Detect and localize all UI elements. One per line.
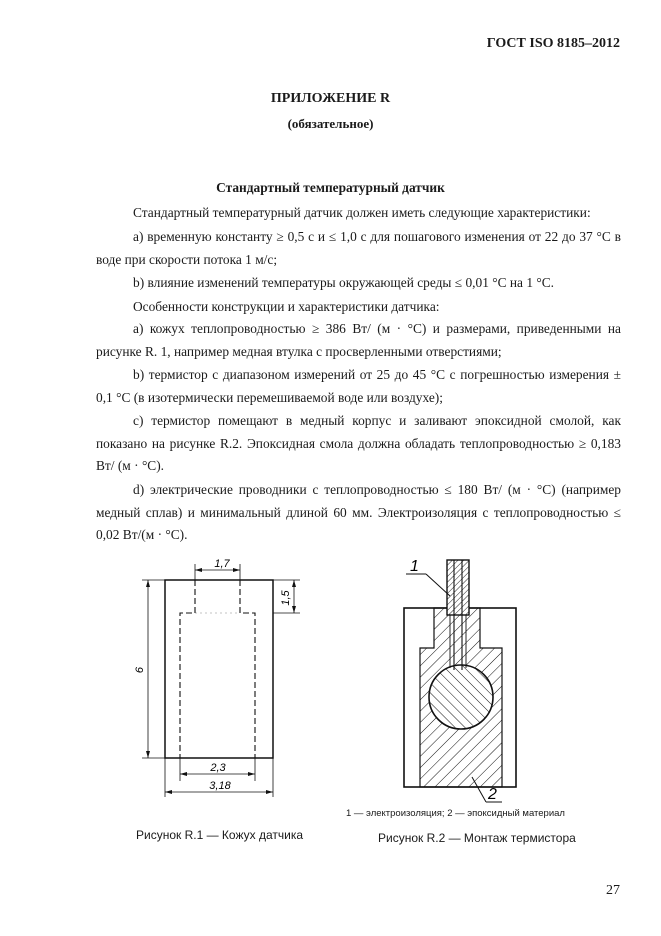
- label-1: 1: [410, 558, 419, 575]
- paragraph-intro: Стандартный температурный датчик должен иметь следующие характеристики:: [133, 205, 591, 220]
- dim-height-label: 6: [134, 666, 146, 674]
- label-2: 2: [488, 786, 497, 803]
- paragraph-feature-b: b) термистор с диапазоном измерений от 25 до 45 °С с погрешностью измерения ± 0,1 °С (в изотермически перемешиваемой воде или воздухе);: [96, 367, 621, 405]
- section-title: Стандартный температурный датчик: [216, 180, 445, 195]
- figure2-legend: 1 — электроизоляция; 2 — эпоксидный материал: [346, 808, 565, 819]
- paragraph-item-a: а) временную константу ≥ 0,5 с и ≤ 1,0 с для пошагового изменения от 22 до 37 °С в воде при скорости потока 1 м/с;: [96, 229, 621, 267]
- dim-right-label: 1,5: [280, 590, 292, 606]
- document-header: ГОСТ ISO 8185–2012: [486, 36, 620, 51]
- paragraph-features: Особенности конструкции и характеристики датчика:: [133, 299, 440, 314]
- figure-thermistor-drawing: [398, 552, 608, 807]
- appendix-subtitle: (обязательное): [287, 116, 374, 131]
- dim-inner-label: 2,3: [210, 762, 226, 774]
- page-number: 27: [606, 883, 620, 898]
- paragraph-feature-a: a) кожух теплопроводностью ≥ 386 Вт/ (м · °С) и размерами, приведенными на рисунке R. 1, например медная втулка с просверленными отверстиями;: [96, 321, 621, 359]
- appendix-title: ПРИЛОЖЕНИЕ R: [270, 91, 391, 106]
- figure1-caption: Рисунок R.1 — Кожух датчика: [136, 828, 304, 842]
- paragraph-feature-d: d) электрические проводники с теплопроводностью ≤ 180 Вт/ (м · °С) (например медный сплав) и минимальный длиной 60 мм. Электроизоляция с теплопроводностью ≤ 0,02 Вт/(м · °С).: [96, 482, 621, 543]
- dim-outer-label: 3,18: [209, 780, 231, 792]
- figure-housing-drawing: [128, 552, 308, 802]
- paragraph-item-b: b) влияние изменений температуры окружающей среды ≤ 0,01 °С на 1 °С.: [133, 275, 555, 290]
- paragraph-feature-c: c) термистор помещают в медный корпус и заливают эпоксидной смолой, как показано на рисунке R.2. Эпоксидная смола должна обладать теплопроводностью ≥ 0,183 Вт/ (м · °С).: [96, 413, 621, 474]
- dim-top-label: 1,7: [214, 558, 230, 570]
- figure2-caption: Рисунок R.2 — Монтаж термистора: [378, 831, 576, 845]
